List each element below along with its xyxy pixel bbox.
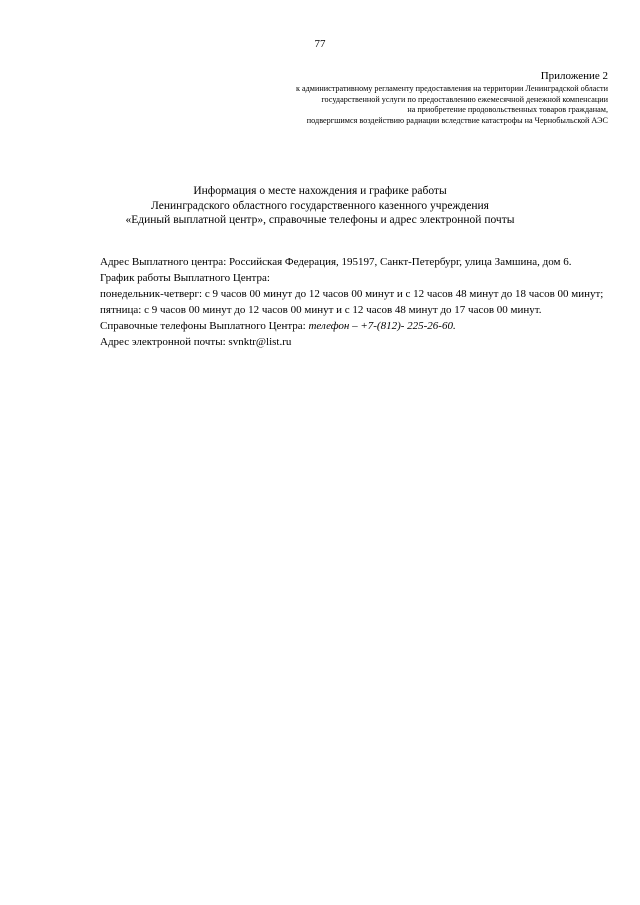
schedule-fri: пятница: с 9 часов 00 минут до 12 часов 00 минут и с 12 часов 48 минут до 17 часов 00 минут. xyxy=(100,304,542,316)
appendix-line: к административному регламенту предоставления на территории Ленинградской области xyxy=(295,84,608,93)
heading-line: Информация о месте нахождения и графике работы xyxy=(193,185,447,197)
email-paragraph: Адрес электронной почты: svnktr@list.ru xyxy=(100,336,292,348)
phones-label: Справочные телефоны Выплатного Центра: xyxy=(100,320,306,332)
appendix-header xyxy=(188,70,608,126)
phones-value: телефон – +7-(812)- 225-26-60. xyxy=(308,320,456,332)
appendix-line: подвергшимся воздействию радиации вследствие катастрофы на Чернобыльской АЭС xyxy=(306,115,608,125)
appendix-line: на приобретение продовольственных товаров гражданам, xyxy=(407,105,608,114)
appendix-title: Приложение 2 xyxy=(540,70,608,82)
schedule-mon-thu: понедельник-четверг: с 9 часов 00 минут до 12 часов 00 минут и с 12 часов 48 минут до 18 часов 00 минут; xyxy=(100,288,604,300)
heading-line: «Единый выплатной центр», справочные телефоны и адрес электронной почты xyxy=(125,214,515,226)
appendix-line: государственной услуги по предоставлению ежемесячной денежной компенсации xyxy=(321,94,608,104)
page-number: 77 xyxy=(314,38,326,50)
document-body xyxy=(60,254,610,350)
address-paragraph: Адрес Выплатного центра: Российская Федерация, 195197, Санкт-Петербург, улица Замшина, дом 6. xyxy=(100,256,572,268)
phones-paragraph xyxy=(60,318,610,334)
schedule-title: График работы Выплатного Центра: xyxy=(100,272,270,284)
document-heading xyxy=(0,184,640,228)
heading-line: Ленинградского областного государственного казенного учреждения xyxy=(151,199,489,212)
